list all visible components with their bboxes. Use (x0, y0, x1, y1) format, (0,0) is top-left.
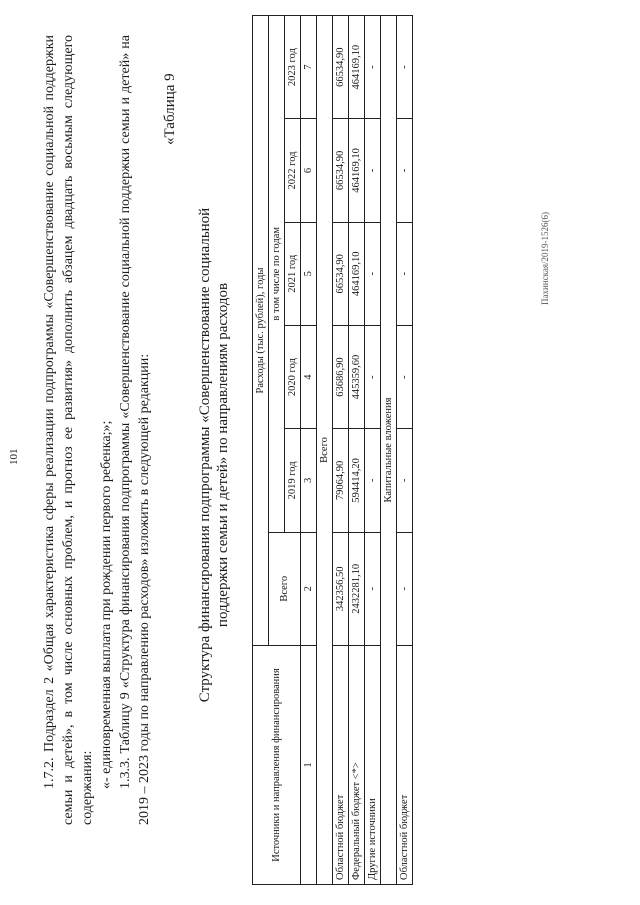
header-incl-years: в том числе по годам (269, 16, 285, 533)
header-year: 2023 год (285, 16, 301, 119)
cell-value: 63686,90 (333, 325, 349, 428)
header-year: 2021 год (285, 222, 301, 325)
row-label: Областной бюджет (333, 646, 349, 885)
row-label: Федеральный бюджет <*> (349, 646, 365, 885)
cell-value: - (365, 325, 381, 428)
header-year: 2019 год (285, 429, 301, 532)
table-label: «Таблица 9 (162, 73, 178, 145)
header-sources: Источники и направления финансирования (253, 646, 301, 885)
col-num: 6 (301, 119, 317, 222)
col-num: 5 (301, 222, 317, 325)
header-row-1 (253, 16, 269, 885)
cell-value: - (365, 222, 381, 325)
cell-value: - (397, 16, 413, 119)
section-row-capital (381, 16, 397, 885)
cell-value: 2432281,10 (349, 532, 365, 645)
cell-value: - (397, 325, 413, 428)
cell-value: 66534,90 (333, 16, 349, 119)
cell-value: 594414,20 (349, 429, 365, 532)
col-num: 2 (301, 532, 317, 645)
cell-value: 66534,90 (333, 222, 349, 325)
cell-value: - (397, 119, 413, 222)
section-total: Всего (317, 16, 333, 885)
col-num: 1 (301, 646, 317, 885)
cell-value: - (365, 429, 381, 532)
cell-value: 66534,90 (333, 119, 349, 222)
header-expenses: Расходы (тыс. рублей), годы (253, 16, 269, 646)
cell-value: - (397, 532, 413, 645)
col-num: 7 (301, 16, 317, 119)
footer-mark: Пахинская/2019-1526(6) (540, 212, 550, 305)
cell-value: - (365, 532, 381, 645)
paragraph-amendment-3: 1.3.3. Таблицу 9 «Структура финансирования подпрограммы «Совершенствование социальной поддержки семьи и детей» на 2019 – 2023 годы по направлению расходов» изложить в следующей редакции: (118, 35, 152, 825)
col-num: 4 (301, 325, 317, 428)
cell-value: 342356,50 (333, 532, 349, 645)
cell-value: 464169,10 (349, 119, 365, 222)
header-year: 2022 год (285, 119, 301, 222)
header-total: Всего (269, 532, 301, 645)
row-label: Другие источники (365, 646, 381, 885)
cell-value: - (365, 119, 381, 222)
paragraph-amendment-2: «- единовременная выплата при рождении первого ребенка;»; (99, 420, 114, 789)
header-year: 2020 год (285, 325, 301, 428)
column-numbers-row (301, 16, 317, 885)
col-num: 3 (301, 429, 317, 532)
table-row (397, 16, 413, 885)
paragraph-amendment-1: 1.7.2. Подраздел 2 «Общая характеристика сферы реализации подпрограммы «Совершенствование социальной поддержки семьи и детей», в том числе основных проблем, и прогноз ее развития» дополнить абзацем двадцать восьмым следующего содержания: (42, 35, 95, 825)
cell-value: - (365, 16, 381, 119)
cell-value: 464169,10 (349, 222, 365, 325)
table-row (333, 16, 349, 885)
cell-value: 79064,90 (333, 429, 349, 532)
table-title: Структура финансирования подпрограммы «Совершенствование социальной поддержки семьи и детей» по направлениям расходов (197, 207, 231, 703)
row-label: Областной бюджет (397, 646, 413, 885)
section-row-total (317, 16, 333, 885)
cell-value: 445359,60 (349, 325, 365, 428)
cell-value: - (397, 429, 413, 532)
table-row (349, 16, 365, 885)
page-number: 101 (8, 448, 20, 465)
cell-value: - (397, 222, 413, 325)
table-row (365, 16, 381, 885)
section-capital: Капитальные вложения (381, 16, 397, 885)
cell-value: 464169,10 (349, 16, 365, 119)
financing-table (252, 15, 413, 885)
